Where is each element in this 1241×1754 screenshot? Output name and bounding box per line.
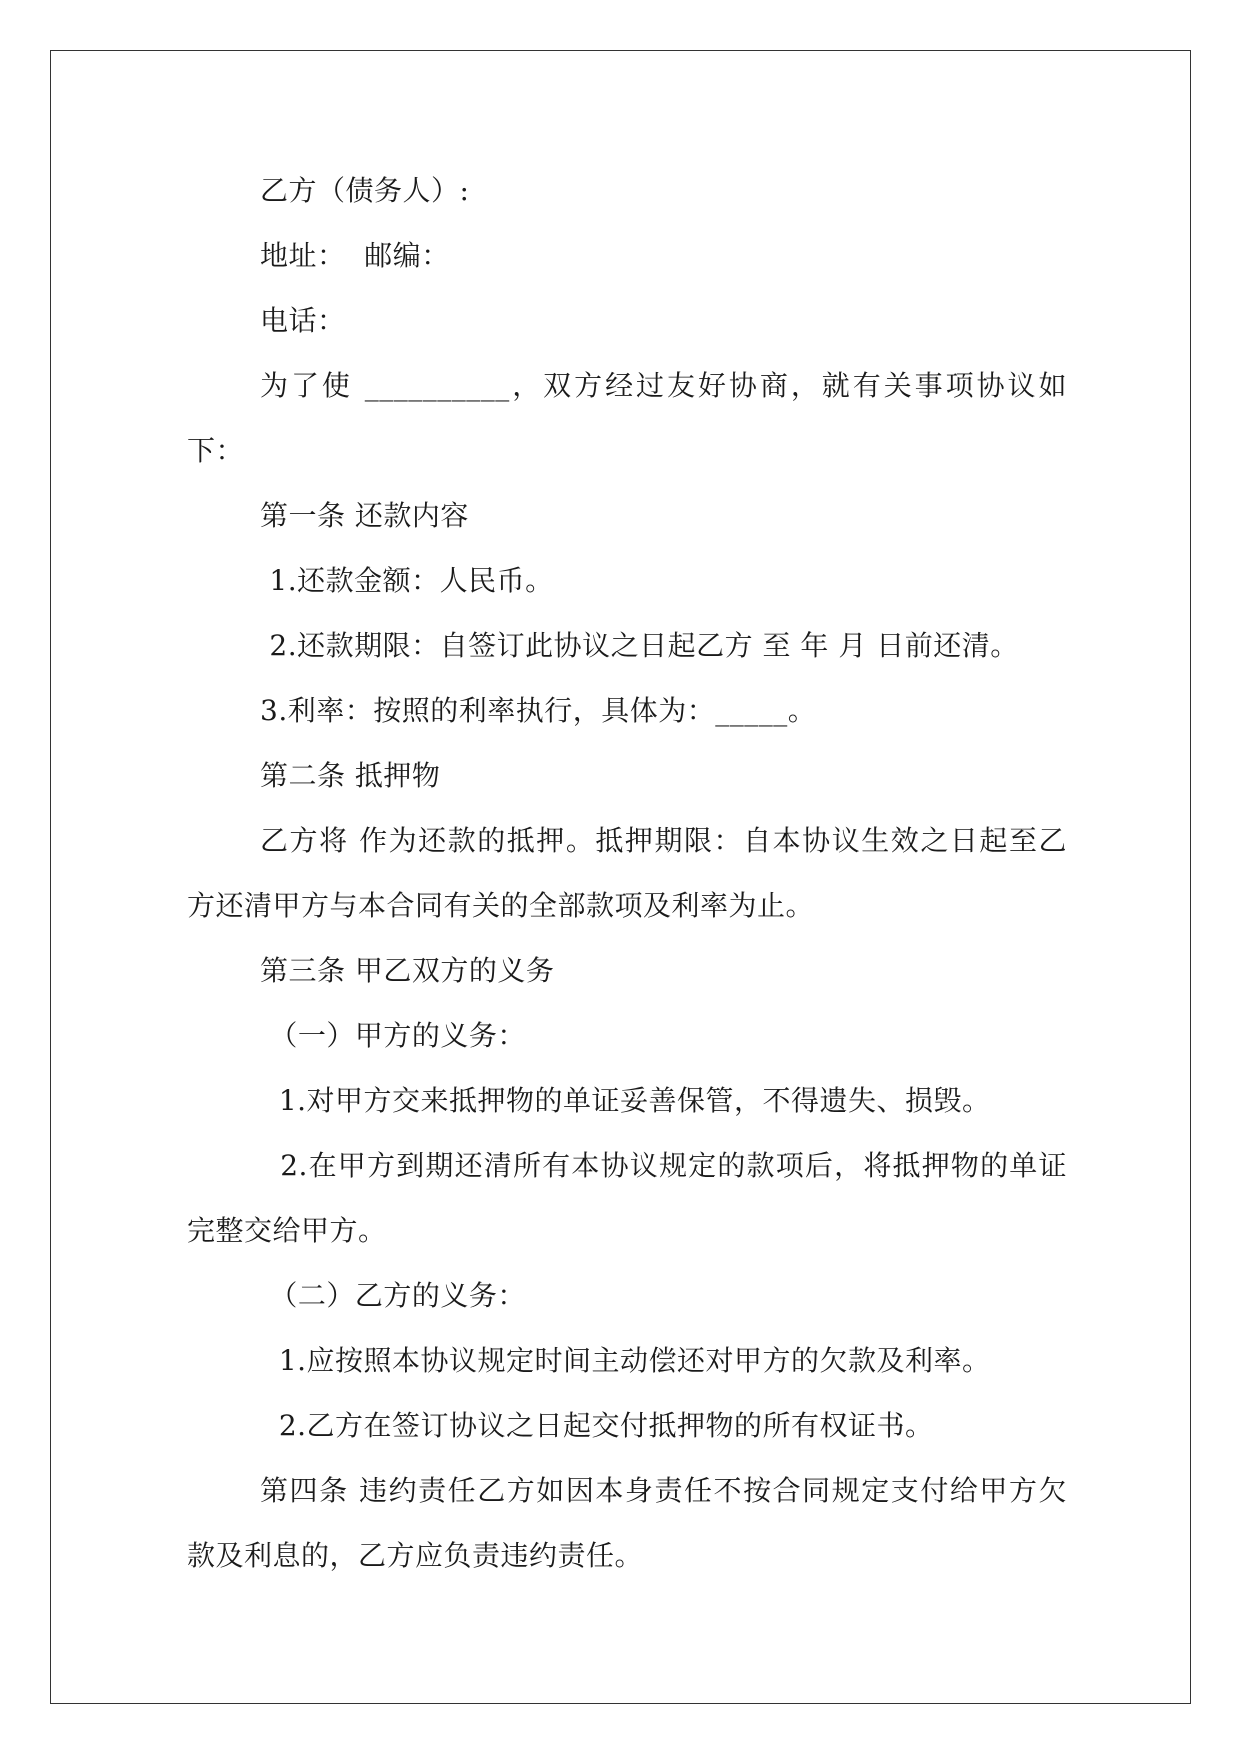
- party-b-duties-heading: （二）乙方的义务：: [260, 1279, 526, 1312]
- article-4-body: 第四条 违约责任乙方如因本身责任不按合同规定支付给甲方欠款及利息的，乙方应负责违约责任。: [187, 1474, 1067, 1572]
- party-b-heading: 乙方（债务人）:: [260, 174, 470, 207]
- party-a-duty-1: 1.对甲方交来抵押物的单证妥善保管，不得遗失、损毁。: [260, 1084, 991, 1117]
- article-2-body: 乙方将 作为还款的抵押。抵押期限：自本协议生效之日起至乙方还清甲方与本合同有关的全部款项及利率为止。: [187, 824, 1067, 922]
- preamble: 为了使 __________，双方经过友好协商，就有关事项协议如下：: [187, 369, 1067, 467]
- party-a-duties-heading: （一）甲方的义务：: [260, 1019, 526, 1052]
- phone-line: 电话：: [260, 304, 346, 337]
- article-2-title: 第二条 抵押物: [260, 759, 441, 792]
- address-line: 地址： 邮编：: [260, 239, 450, 272]
- article-1-title: 第一条 还款内容: [260, 499, 469, 532]
- article-1-item-3: 3.利率：按照的利率执行，具体为：_____。: [260, 694, 817, 727]
- article-1-item-1: 1.还款金额：人民币。: [260, 564, 554, 597]
- party-a-duty-2: 2.在甲方到期还清所有本协议规定的款项后，将抵押物的单证完整交给甲方。: [187, 1149, 1067, 1247]
- party-b-duty-2: 2.乙方在签订协议之日起交付抵押物的所有权证书。: [260, 1409, 934, 1442]
- document-body: [187, 158, 1067, 1588]
- party-b-duty-1: 1.应按照本协议规定时间主动偿还对甲方的欠款及利率。: [260, 1344, 991, 1377]
- article-3-title: 第三条 甲乙双方的义务: [260, 954, 555, 987]
- article-1-item-2: 2.还款期限：自签订此协议之日起乙方 至 年 月 日前还清。: [260, 629, 1019, 662]
